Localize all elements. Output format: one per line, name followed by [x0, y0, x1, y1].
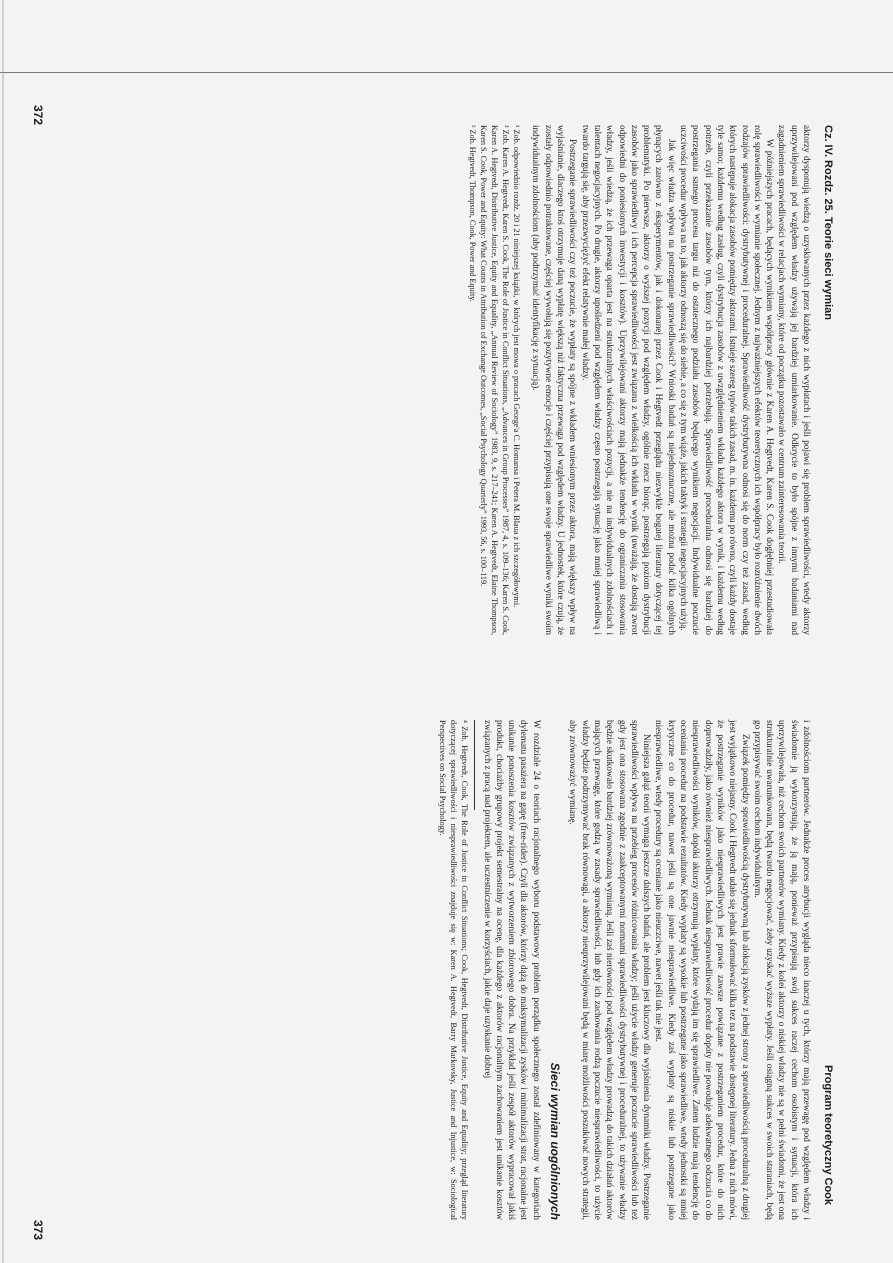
- left-page: [31, 95, 835, 660]
- page-number: 372: [31, 105, 45, 126]
- body-text: [437, 720, 813, 1220]
- body-text: [467, 125, 813, 635]
- paragraph: Niniejsza gałąź teorii wymaga jeszcze dalszych badań, ale problem jest kluczowy dla wyjaśnienia dynamiki władzy. Postrzeganie sprawiedliwości wpływa na przebieg procesów różnicowania władzy; jeśli użycie władzy generuje poczucie sprawiedliwości lub też gdy jest ona stosowana zgodnie z zaakceptowanymi normami sprawiedliwości dystrybutywnej i proceduralnej, to używanie władzy będzie skutkowało bardziej zrównoważoną wymianą. Jeśli zaś nierówności pod względem władzy prowadzą do takich działań aktorów mających przewagę, które godzą w zasady sprawiedliwości, lub gdy ich zachowania rodzą poczucie niesprawiedliwości, to użycie władzy będzie podtrzymywać brak równowagi, a aktorzy nieuprzywilejowani będą w miarę możliwości poszukiwać nowych strategii, aby zrównoważyć wymianę.: [568, 720, 653, 1220]
- paragraph: aktorzy dysponują wiedzą o uzyskiwanych przez każdego z nich wypłatach i jeśli pojawi się problem sprawiedliwości, wtedy aktorzy uprzywilejowani pod względem władzy używają jej bardziej umiarkowanie. Odkrycie to było spójne z innymi badaniami nad zagadnieniem sprawiedliwości w relacjach wymiany, które od początku pozostawało w centrum zainteresowania teorii.: [777, 125, 812, 635]
- paragraph: W rozdziale 24 o teoriach racjonalnego wyboru podstawowy problem porządku społecznego został zdefiniowany w kategoriach dylematu pasażera na gapę (free-rider). Czyli dla aktorów, którzy dążą do maksymalizacji zysków i minimalizacji strat, racjonalne jest unikanie ponoszenia kosztów związanych z wytworzeniem zbiorowego dobra. Na przykład jeśli zespół aktorów wypracował jakiś produkt, chociażby grupowy projekt semestralny na ocenę, dla każdego z aktorów racjonalnym zachowaniem jest unikanie kosztów związanych z pracą nad projektem, ale uczestniczenie w korzyściach, jakie daje uzyskanie dobrej: [482, 720, 542, 1220]
- footnote: ⁴ Zob. Hegtvedt, Cook, The Role of Justice in Conflict Situations; Cook, Hegtvedt, Distributive Justice, Equity and Equality; przegląd literatury dotyczącej sprawiedliwości i niesprawiedliwości znajduje się w: Karen A. Hegtvedt, Barry Markovsky, Justice and Injustice, w: Sociological Perspectives on Social Psychology.: [438, 720, 470, 1220]
- page-top-edge: [0, 72, 893, 73]
- paragraph: Związek pomiędzy sprawiedliwością dystrybutywną lub alokacją zysków z jednej strony a sprawiedliwością proceduralną z drugiej jest wyjątkowo niejasny. Cook i Hegtvedt udało się jednak sformułować kilka tez na podstawie dostępnej literatury. Jedna z nich mówi, że postrzeganie wyników jako niesprawiedliwych jest prawie zawsze powiązane z postrzeganiem procedur, które do nich doprowadziły, jako również niesprawiedliwych. Jednak niesprawiedliwość procedur dopóty nie powoduje adekwatnego odczucia co do niesprawiedliwości wyników, dopóki aktorzy otrzymują wypłaty, które wydają im się sprawiedliwe. Zatem ludzie mają tendencję do oceniania procedur na podstawie rezultatów. Kiedy wypłaty są wysokie lub postrzegane jako sprawiedliwe, wtedy jednostki są mniej krytyczne co do procedur, nawet jeśli są one jawnie niesprawiedliwe. Kiedy zaś wypłaty są niskie lub postrzegane jako niesprawiedliwe, wtedy procedury są oceniane jako nieuczciwe, nawet jeśli tak nie jest.: [654, 720, 751, 1220]
- right-page: [31, 720, 835, 1245]
- paragraph: Postrzeganie sprawiedliwości czy też poczucie, że wypłaty są spójne z wkładem wniesionym przez aktora, mają większy wpływ na wyjaśnianie, dlaczego ktoś otrzymuje daną wypłatę większą niż faktyczna przewaga pod względem władzy. U jednostek, które czują, że zostały odpowiednio potraktowane, częściej wywołują się pozytywne emocje i częściej przypisują one swoje sprawiedliwe wyniki swoim indywidualnym zdolnościom (aby podtrzymać identyfikację z sytuacją).: [531, 125, 579, 635]
- page-number: 373: [31, 1219, 45, 1240]
- running-header: Cz. IV. Rozdz. 25. Teorie sieci wymian: [822, 125, 834, 321]
- paragraph: W późniejszych pracach, będących wynikiem współpracy głównie z Karen A. Hegtvedt, Karen S. Cook dogłębniej przestudiowała rolę sprawiedliwości w wymianie społecznej. Jednym z najważniejszych efektów teoretycznych ich współpracy było rozróżnienie dwóch rodzajów sprawiedliwości: dystrybutywnej i proceduralnej. Sprawiedliwość dystrybutywna odnosi się do norm czy też zasad, według których następuje alokacja zasobów pomiędzy aktorami. Istnieje szereg typów takich zasad, m. in. każdemu po równo, czyli każdy dostaje tyle samo; każdemu według zasług, czyli dystrybucja zasobów z uwzględnieniem wkładu każdego aktora w wynik, i każdemu według potrzeb, czyli przekazanie zasobów tym, którzy ich najbardziej potrzebują. Sprawiedliwość proceduralna odnosi się bardziej do postrzegania samego procesu targu niż do ostatecznego podziału zasobów będącego wynikiem negocjacji. Indywidualne poczucie uczciwości procedur wpływa na to, jak aktorzy odnoszą się do siebie, a co się z tym wiąże, jakich taktyk i strategii negocjacyjnych użyją.: [679, 125, 776, 635]
- footnote: ² Zob. Karen A. Hegtvedt, Karen S. Cook, The Role of Justice in Conflict Situations, „Advances in Group Processes” 1987, 4, s. 109–136; Karen S. Cook, Karen A. Hegtvedt, Distributive Justice, Equity and Equality, „Annual Review of Sociology” 1983, 9, s. 217–241; Karen A. Hegtvedt, Elaine Thompson, Karen S. Cook, Power and Equity: What Counts in Attribution of Exchange Outcomes, „Social Psychology Quarterly” 1993, 56, s. 100–119.: [479, 125, 511, 635]
- running-header: Program teoretyczny Cook: [822, 1065, 834, 1205]
- footnote: ¹ Zob. odpowiednio rozdz. 20 i 21 niniejszej książki, w których jest mowa o pracach George'a C. Homansa i Petera M. Blaua z ich szczegółowymi.: [512, 125, 522, 608]
- paragraph: Jak więc władza wpływa na postrzeganie sprawiedliwości? Wnioski badań są niejednoznaczne, ale można podać kilka ogólnych płynących zarówno z eksperymentów, jak i dokonanej przez Cook i Hegtvedt przeglądu niezwykle bogatej literatury dotyczącej tej problematyki. Po pierwsze, aktorzy o wyższej pozycji pod względem władzy, ogólnie rzecz biorąc, postrzegają poziom dystrybucji zasobów jako sprawiedliwy i ich percepcja sprawiedliwości jest związana z wielkością ich wkładu w wynik (uważają, że dostają zwrot odpowiedni do poniesionych inwestycji i kosztów). Uprzywilejowani aktorzy mają jednakże tendencję do ograniczania stosowania władzy, jeśli wiedzą, że ich przewaga oparta jest na strukturalnych właściwościach pozycji, a nie na indywidualnych zdolnościach i talentach negocjacyjnych. Po drugie, aktorzy upośledzeni pod względem władzy często postrzegają sytuację jako mniej sprawiedliwą i twardo targują się, aby przezwyciężyć efekt relatywnie małej władzy.: [580, 125, 677, 635]
- paragraph: i zdolnościom partnerów. Jednakże proces atrybucji wygląda nieco inaczej u tych, którzy mają przewagę pod względem władzy i świadomie ją wykorzystują, że ją mają, ponieważ przypisują swój sukces raczej cechom osobistym i sytuacji, która ich uprzywilejowała, niż cechom swoich partnerów wymiany. Kiedy z kolei aktorzy o niskiej władzy nie są w pełni świadomi, że jest ona strukturalnie uwarunkowana, będą twardo negocjować, żeby uzyskać wyższe wypłaty. Jeśli osiągną sukces w swoich staraniach, będą go przypisywać swoim cechom indywidualnym.: [752, 720, 812, 1220]
- footnotes: [437, 720, 470, 1220]
- footnotes: [467, 125, 522, 635]
- footnote-rule: [474, 720, 475, 810]
- fold-shadow-left: [2, 0, 4, 1263]
- footnote: ³ Zob. Hegtvedt, Thompson, Cook, Power and Equity.: [468, 125, 478, 302]
- section-title: Sieci wymian uogólnionych: [548, 1062, 563, 1220]
